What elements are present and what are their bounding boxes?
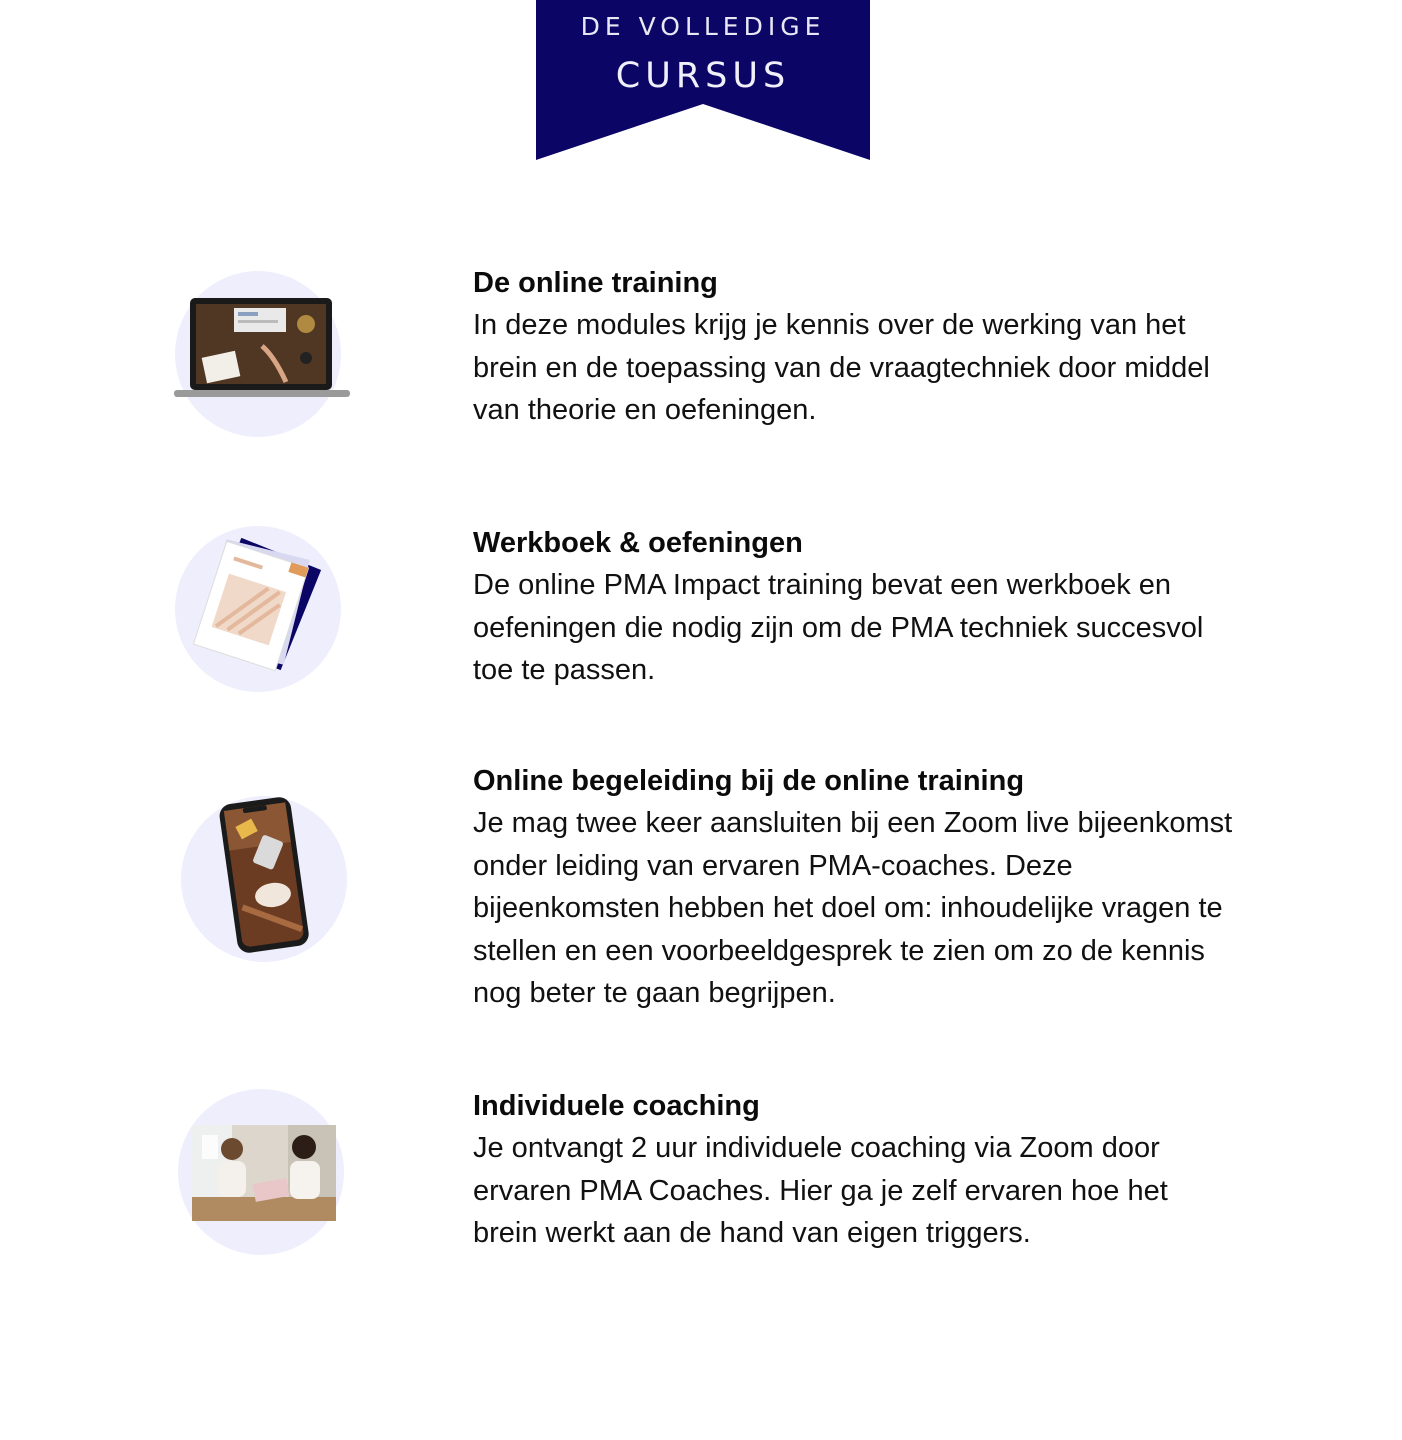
- laptop-icon: [174, 296, 350, 405]
- banner-subtitle: DE VOLLEDIGE: [580, 12, 826, 41]
- feature-title: Online begeleiding bij de online training: [473, 765, 1025, 797]
- feature-description: De online PMA Impact training bevat een werkboek en oefeningen die nodig zijn om de PMA techniek succesvol toe te passen.: [473, 569, 1204, 686]
- feature-text: [473, 262, 1233, 432]
- workbook-icon: [184, 538, 322, 683]
- feature-title: Individuele coaching: [473, 1090, 760, 1122]
- feature-description: In deze modules krijg je kennis over de werking van het brein en de toepassing van de vraagtechniek door middel van theorie en oefeningen.: [473, 309, 1210, 426]
- feature-text: [473, 522, 1233, 692]
- feature-text: [473, 1085, 1233, 1255]
- coaching-photo-icon: [192, 1125, 336, 1226]
- feature-description: Je mag twee keer aansluiten bij een Zoom live bijeenkomst onder leiding van ervaren PMA-coaches. Deze bijeenkomsten hebben het doel om: inhoudelijke vragen te stellen en een voorbeeldgesprek te zien om zo de kennis nog beter te gaan begrijpen.: [473, 807, 1233, 1009]
- feature-description: Je ontvangt 2 uur individuele coaching via Zoom door ervaren PMA Coaches. Hier ga je zelf ervaren hoe het brein werkt aan de hand van eigen triggers.: [473, 1132, 1168, 1249]
- feature-text: [473, 760, 1233, 1015]
- feature-title: De online training: [473, 267, 718, 299]
- smartphone-icon: [214, 794, 314, 959]
- course-banner: [536, 0, 870, 160]
- feature-title: Werkboek & oefeningen: [473, 527, 803, 559]
- banner-title: CURSUS: [615, 56, 791, 96]
